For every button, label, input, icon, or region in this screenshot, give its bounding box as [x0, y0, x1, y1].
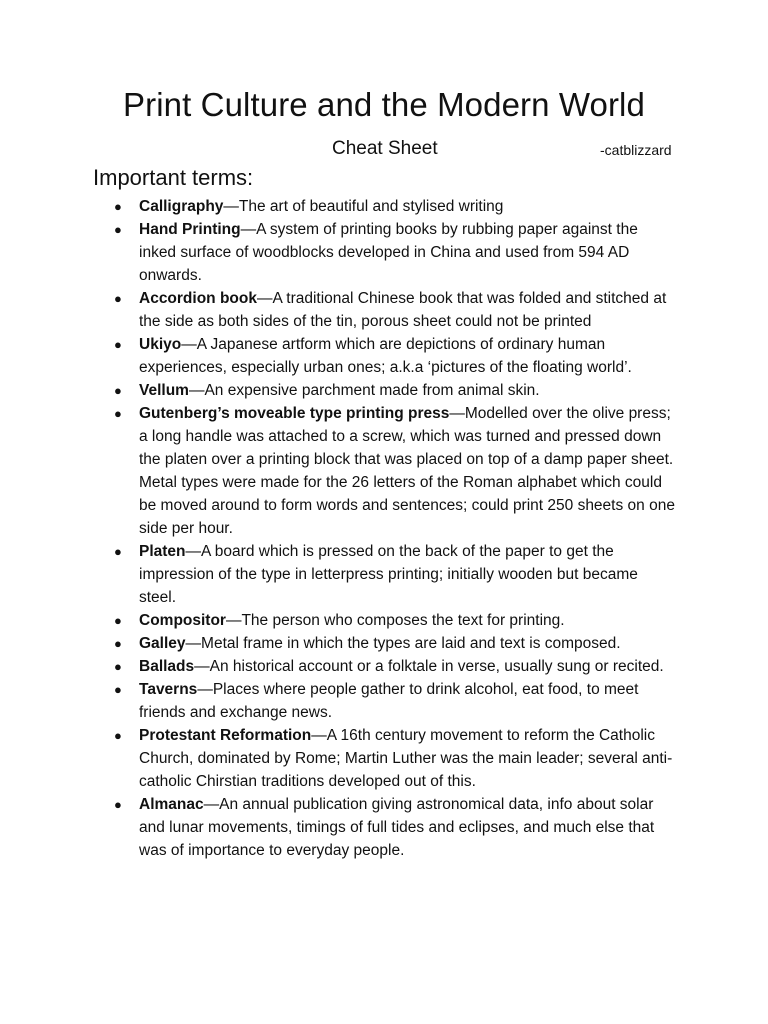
term-separator: —	[197, 681, 213, 698]
term-definition: Modelled over the olive press; a long handle was attached to a screw, which was turned and pressed down the platen over a printing block that was placed on top of a damp paper sheet. Metal types were made for the 26 letters of the Roman alphabet which could be moved around to form words and sentences; could print 250 sheets on one side per hour.	[139, 405, 675, 537]
list-item	[0, 379, 768, 402]
term-definition: A Japanese artform which are depictions of ordinary human experiences, especially urban ones; a.k.a ‘pictures of the floating world’.	[139, 336, 632, 376]
term-name: Hand Printing	[139, 221, 241, 238]
terms-list	[0, 195, 768, 862]
term-name: Ukiyo	[139, 336, 182, 353]
list-item	[0, 540, 768, 609]
author-credit: -catblizzard	[600, 142, 672, 158]
term-definition: Metal frame in which the types are laid and text is composed.	[201, 635, 621, 652]
term-separator: —	[223, 198, 239, 215]
bullet-icon: ●	[114, 636, 122, 651]
bullet-icon: ●	[114, 797, 122, 812]
bullet-icon: ●	[114, 682, 122, 697]
term-name: Vellum	[139, 382, 189, 399]
term-name: Accordion book	[139, 290, 257, 307]
term-name: Protestant Reformation	[139, 727, 312, 744]
bullet-icon: ●	[114, 291, 122, 306]
list-item	[0, 195, 768, 218]
page-subtitle: Cheat Sheet	[332, 138, 438, 159]
list-item	[0, 793, 768, 862]
list-item	[0, 333, 768, 379]
term-definition: The art of beautiful and stylised writing	[238, 198, 504, 215]
term-separator: —	[449, 405, 465, 422]
list-item	[0, 724, 768, 793]
term-separator: —	[194, 658, 210, 675]
term-definition: An annual publication giving astronomical data, info about solar and lunar movements, timings of full tides and eclipses, and much else that was of importance to everyday people.	[139, 796, 655, 859]
bullet-icon: ●	[114, 659, 122, 674]
bullet-icon: ●	[114, 544, 122, 559]
bullet-icon: ●	[114, 199, 122, 214]
term-separator: —	[203, 796, 220, 813]
term-name: Calligraphy	[139, 198, 224, 215]
list-item	[0, 655, 768, 678]
term-name: Almanac	[139, 796, 204, 813]
list-item	[0, 402, 768, 540]
term-separator: —	[225, 612, 242, 629]
term-separator: —	[181, 336, 197, 353]
term-definition: A traditional Chinese book that was folded and stitched at the side as both sides of the tin, porous sheet could not be printed	[139, 290, 667, 330]
term-name: Gutenberg’s moveable type printing press	[139, 405, 450, 422]
list-item	[0, 287, 768, 333]
page-title: Print Culture and the Modern World	[123, 86, 645, 123]
bullet-icon: ●	[114, 337, 122, 352]
list-item	[0, 632, 768, 655]
term-definition: Places where people gather to drink alcohol, eat food, to meet friends and exchange news.	[139, 681, 639, 721]
bullet-icon: ●	[114, 728, 122, 743]
term-definition: An expensive parchment made from animal skin.	[204, 382, 540, 399]
bullet-icon: ●	[114, 406, 122, 421]
term-definition: An historical account or a folktale in verse, usually sung or recited.	[209, 658, 664, 675]
term-name: Ballads	[139, 658, 195, 675]
term-name: Compositor	[139, 612, 226, 629]
term-separator: —	[185, 635, 202, 652]
term-separator: —	[188, 382, 205, 399]
term-definition: A board which is pressed on the back of the paper to get the impression of the type in letterpress printing; initially wooden but became steel.	[139, 543, 638, 606]
term-definition: A system of printing books by rubbing paper against the inked surface of woodblocks developed in China and used from 594 AD onwards.	[139, 221, 638, 284]
term-separator: —	[240, 221, 257, 238]
bullet-icon: ●	[114, 613, 122, 628]
bullet-icon: ●	[114, 222, 122, 237]
term-definition: A 16th century movement to reform the Catholic Church, dominated by Rome; Martin Luther was the main leader; several anti-catholic Chirstian traditions developed out of this.	[139, 727, 673, 790]
term-name: Galley	[139, 635, 186, 652]
list-item	[0, 678, 768, 724]
section-heading: Important terms:	[93, 165, 254, 190]
bullet-icon: ●	[114, 383, 122, 398]
list-item	[0, 609, 768, 632]
list-item	[0, 218, 768, 287]
term-name: Platen	[139, 543, 186, 560]
term-name: Taverns	[139, 681, 198, 698]
term-separator: —	[256, 290, 273, 307]
term-separator: —	[185, 543, 202, 560]
term-definition: The person who composes the text for printing.	[241, 612, 565, 629]
term-separator: —	[311, 727, 327, 744]
